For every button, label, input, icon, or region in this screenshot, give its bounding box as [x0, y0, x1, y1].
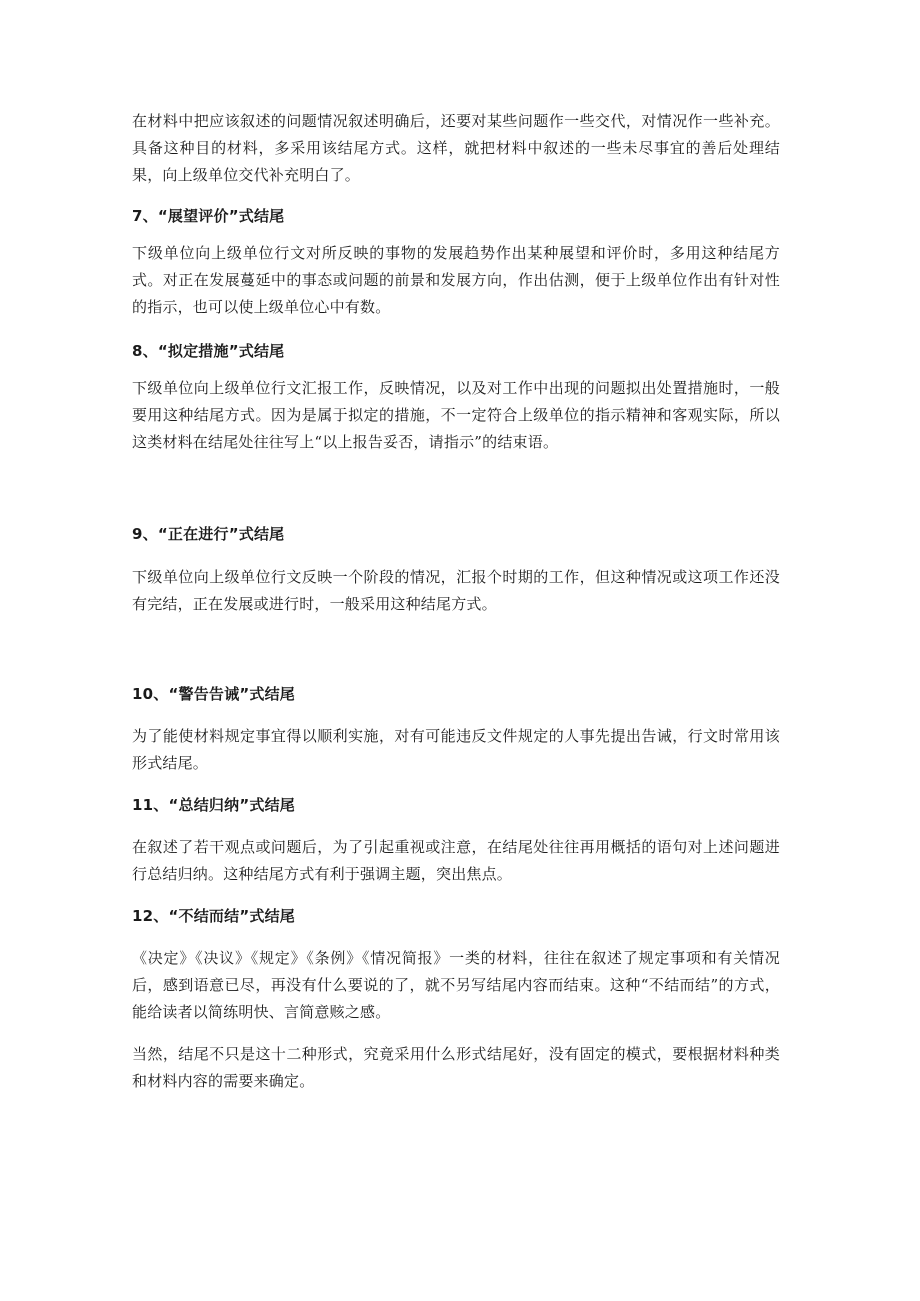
- paragraph-7: 下级单位向上级单位行文对所反映的事物的发展趋势作出某种展望和评价时，多用这种结尾方式。对正在发展蔓延中的事态或问题的前景和发展方向，作出估测，便于上级单位作出有针对性的指示，也可以使上级单位心中有数。: [132, 244, 780, 316]
- heading-10: 10、“警告告诫”式结尾: [132, 685, 295, 703]
- paragraph-11: 在叙述了若干观点或问题后，为了引起重视或注意，在结尾处往往再用概括的语句对上述问题进行总结归纳。这种结尾方式有利于强调主题，突出焦点。: [132, 838, 780, 883]
- paragraph-8: 下级单位向上级单位行文汇报工作，反映情况，以及对工作中出现的问题拟出处置措施时，一般要用这种结尾方式。因为是属于拟定的措施，不一定符合上级单位的指示精神和客观实际，所以这类材料在结尾处往往写上“以上报告妥否，请指示”的结束语。: [132, 379, 780, 451]
- paragraph-10: 为了能使材料规定事宜得以顺利实施，对有可能违反文件规定的人事先提出告诫，行文时常用该形式结尾。: [132, 727, 780, 772]
- paragraph-9: 下级单位向上级单位行文反映一个阶段的情况，汇报个时期的工作，但这种情况或这项工作还没有完结，正在发展或进行时，一般采用这种结尾方式。: [132, 568, 780, 613]
- paragraph-conclusion: 当然，结尾不只是这十二种形式，究竟采用什么形式结尾好，没有固定的模式，要根据材料种类和材料内容的需要来确定。: [132, 1045, 780, 1090]
- heading-12: 12、“不结而结”式结尾: [132, 907, 295, 925]
- paragraph-supplement: 在材料中把应该叙述的问题情况叙述明确后，还要对某些问题作一些交代，对情况作一些补充。具备这种目的材料，多采用该结尾方式。这样，就把材料中叙述的一些未尽事宜的善后处理结果，向上级单位交代补充明白了。: [132, 112, 780, 184]
- heading-9: 9、“正在进行”式结尾: [132, 525, 285, 543]
- heading-7: 7、“展望评价”式结尾: [132, 207, 285, 225]
- heading-8: 8、“拟定措施”式结尾: [132, 342, 285, 360]
- paragraph-12: 《决定》《决议》《规定》《条例》《情况简报》一类的材料，往往在叙述了规定事项和有关情况后，感到语意已尽，再没有什么要说的了，就不另写结尾内容而结束。这种“不结而结”的方式，能给读者以简练明快、言简意赅之感。: [132, 949, 780, 1021]
- heading-11: 11、“总结归纳”式结尾: [132, 796, 295, 814]
